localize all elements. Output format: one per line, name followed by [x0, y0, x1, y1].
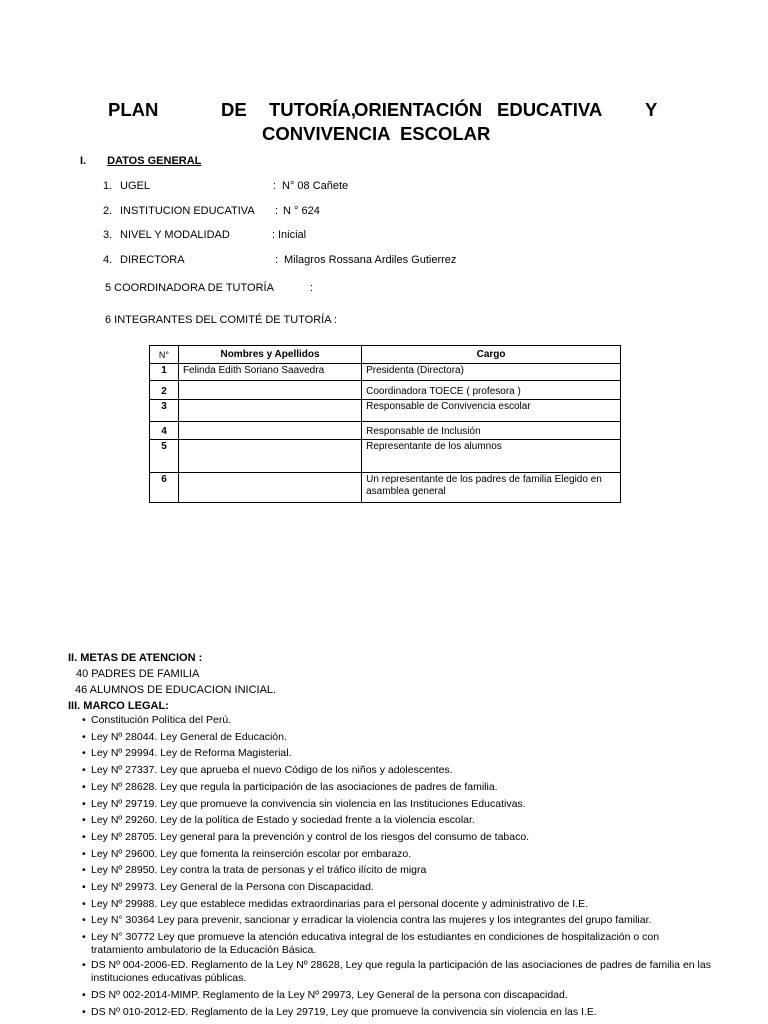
list-item: • Ley Nº 28628. Ley que regula la participación de las asociaciones de padres de familia.	[82, 779, 712, 796]
section-label: DATOS GENERAL	[107, 155, 202, 167]
table-cell-no: 1	[150, 364, 179, 381]
field-number: 2.	[103, 205, 113, 217]
field-separator: :	[275, 254, 279, 266]
title-word: ORIENTACIÓN	[354, 99, 483, 120]
field-number: 1.	[103, 180, 113, 192]
table-cell-no: 2	[150, 381, 179, 400]
metas-padres: 40 PADRES DE FAMILIA	[76, 668, 200, 680]
field-value: N ° 624	[283, 205, 320, 217]
section-2	[68, 650, 276, 714]
title-line-2: CONVIVENCIA ESCOLAR	[262, 123, 491, 144]
list-item: • DS Nº 010-2012-ED. Reglamento de la Ley 29719, Ley que promueve la convivencia sin violencia en las I.E.	[82, 1004, 712, 1021]
table-cell-name	[178, 381, 361, 400]
title-word: PLAN	[108, 99, 159, 120]
table-cell-no: 5	[150, 440, 179, 473]
table-cell-name	[178, 422, 361, 440]
list-item: • Ley Nº 28044. Ley General de Educación.	[82, 729, 712, 746]
field-separator: :	[273, 180, 277, 192]
list-item: • Ley Nº 28950. Ley contra la trata de personas y el tráfico ilícito de migra	[82, 862, 712, 879]
table-cell-name	[178, 400, 361, 422]
field-separator: :	[310, 282, 314, 294]
list-item: • Ley Nº 27337. Ley que aprueba el nuevo Código de los niños y adolescentes.	[82, 762, 712, 779]
table-cell-no: 6	[150, 473, 179, 503]
table-row	[150, 422, 621, 440]
field-key: NIVEL Y MODALIDAD	[120, 229, 230, 241]
list-item: • Ley Nº 29973. Ley General de la Persona con Discapacidad.	[82, 879, 712, 896]
field-separator: :	[272, 229, 276, 241]
field-value: N° 08 Cañete	[282, 180, 349, 192]
list-item: • Ley N° 30772 Ley que promueve la atención educativa integral de los estudiantes en condiciones de hospitalización o con tratamiento ambulatorio de la Educación Básica.	[82, 931, 712, 957]
list-item: • Ley N° 30364 Ley para prevenir, sancionar y erradicar la violencia contra las mujeres y los integrantes del grupo familiar.	[82, 912, 712, 929]
committee-table	[149, 345, 621, 503]
table-row	[150, 364, 621, 381]
field-key: INSTITUCION EDUCATIVA	[120, 205, 255, 217]
section-number: I.	[80, 155, 87, 167]
list-item: • Ley Nº 29988. Ley que establece medidas extraordinarias para el personal docente y administrativo de I.E.	[82, 896, 712, 913]
metas-alumnos: 46 ALUMNOS DE EDUCACION INICIAL.	[75, 684, 277, 696]
table-row	[150, 473, 621, 503]
table-header: N°	[150, 346, 179, 364]
legal-framework-list	[82, 712, 712, 1021]
table-cell-name	[178, 473, 361, 503]
title-word: Y	[645, 99, 658, 120]
table-cell-cargo: Un representante de los padres de familia Elegido en asamblea general	[362, 473, 621, 503]
field-value: Milagros Rossana Ardiles Gutierrez	[284, 254, 457, 266]
field-value: Inicial	[278, 229, 307, 241]
table-cell-cargo: Coordinadora TOECE ( profesora )	[362, 381, 621, 400]
field-number: 3.	[103, 229, 113, 241]
table-cell-cargo: Responsable de Convivencia escolar	[362, 400, 621, 422]
table-cell-cargo: Responsable de Inclusión	[362, 422, 621, 440]
table-row	[150, 381, 621, 400]
section-3-heading: III. MARCO LEGAL:	[68, 700, 169, 712]
field-key: 6 INTEGRANTES DEL COMITÉ DE TUTORÍA :	[105, 314, 338, 326]
table-cell-name: Felinda Edith Soriano Saavedra	[178, 364, 361, 381]
list-item: • DS Nº 002-2014-MIMP. Reglamento de la Ley Nº 29973, Ley General de la persona con discapacidad.	[82, 987, 712, 1004]
list-item: • Ley Nº 29600. Ley que fomenta la reinserción escolar por embarazo.	[82, 846, 712, 863]
section-1-heading	[80, 155, 201, 167]
title-word: TUTORÍA,	[269, 99, 357, 120]
table-cell-cargo: Presidenta (Directora)	[362, 364, 621, 381]
table-header: Cargo	[362, 346, 621, 364]
table-cell-cargo: Representante de los alumnos	[362, 440, 621, 473]
field-key: DIRECTORA	[120, 254, 185, 266]
table-row	[150, 440, 621, 473]
field-separator: :	[275, 205, 279, 217]
field-number: 4.	[103, 254, 113, 266]
table-header-row	[150, 346, 621, 364]
table-row	[150, 400, 621, 422]
field-key: UGEL	[120, 180, 150, 192]
list-item: • Ley Nº 29719. Ley que promueve la convivencia sin violencia en las Instituciones Educativas.	[82, 796, 712, 813]
list-item: • Constitución Política del Perú.	[82, 712, 712, 729]
title-word: EDUCATIVA	[497, 99, 603, 120]
table-header: Nombres y Apellidos	[178, 346, 361, 364]
list-item: • Ley Nº 29994. Ley de Reforma Magisterial.	[82, 745, 712, 762]
table-cell-no: 4	[150, 422, 179, 440]
title-word: DE	[221, 99, 247, 120]
list-item: • Ley Nº 29260. Ley de la política de Estado y sociedad frente a la violencia escolar.	[82, 812, 712, 829]
section-2-heading: II. METAS DE ATENCION :	[68, 652, 203, 664]
title-line-1	[0, 98, 768, 121]
list-item: • DS Nº 004-2006-ED. Reglamento de la Ley Nº 28628, Ley que regula la participación de las asociaciones de padres de familia en las instituciones educativas públicas.	[82, 959, 712, 985]
field-key: 5 COORDINADORA DE TUTORÍA	[105, 282, 274, 294]
table-cell-no: 3	[150, 400, 179, 422]
list-item: • Ley Nº 28705. Ley general para la prevención y control de los riesgos del consumo de tabaco.	[82, 829, 712, 846]
table-cell-name	[178, 440, 361, 473]
